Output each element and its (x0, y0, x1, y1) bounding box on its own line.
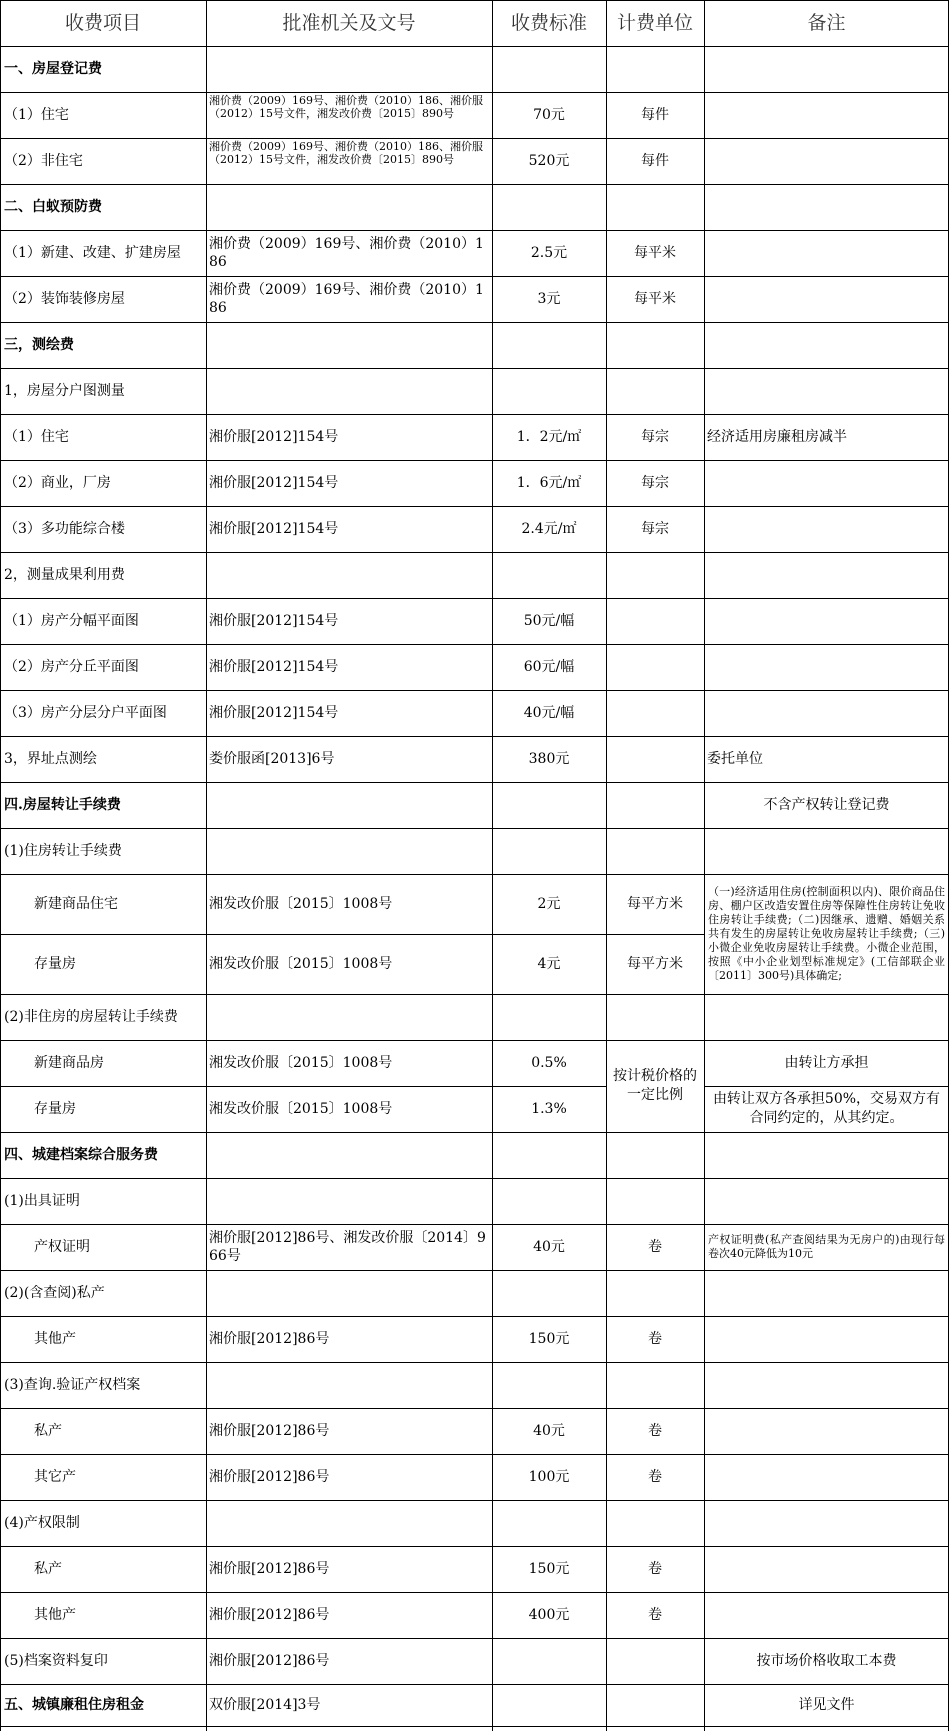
row-authority (206, 552, 492, 598)
row-standard: 1.3% (531, 1100, 567, 1117)
header-standard: 收费标准 (510, 11, 587, 34)
row-authority: 湘价服[2012]86号 (209, 1422, 330, 1439)
row-standard: 520元 (528, 152, 570, 169)
grid-vline (206, 0, 207, 1731)
row-unit (606, 1178, 704, 1224)
grid-hline (0, 138, 949, 139)
grid-hline (0, 1086, 606, 1087)
row-authority: 湘价服[2012]154号 (209, 658, 339, 675)
grid-hline (0, 1408, 949, 1409)
row-standard: 2元 (537, 895, 561, 912)
row-authority: 湘价服[2012]154号 (209, 520, 339, 537)
grid-hline (0, 1040, 949, 1041)
row-item: （3）多功能综合楼 (4, 520, 125, 537)
row-item: （3）房产分层分户平面图 (4, 704, 167, 721)
row-note: 详见文件 (798, 1696, 855, 1713)
grid-hline (0, 276, 949, 277)
row-note (704, 1178, 949, 1224)
row-authority: 湘价服[2012]86号 (209, 1330, 330, 1347)
row-authority: 湘价服[2012]86号 (209, 1652, 330, 1669)
grid-hline (0, 690, 949, 691)
row-unit (606, 184, 704, 230)
row-standard (492, 1684, 606, 1726)
grid-hline (0, 1546, 949, 1547)
row-note (704, 644, 949, 690)
grid-hline (0, 1454, 949, 1455)
row-authority (206, 322, 492, 368)
row-standard (492, 1132, 606, 1178)
row-authority: 湘发改价服〔2015〕1008号 (209, 955, 393, 972)
grid-hline (0, 1132, 949, 1133)
row-standard: 150元 (528, 1560, 570, 1577)
row-standard: 60元/幅 (523, 658, 575, 675)
row-standard (492, 828, 606, 874)
row-unit: 卷 (648, 1468, 662, 1485)
row-unit (606, 552, 704, 598)
grid-hline (0, 460, 949, 461)
nonresidential-unit: 按计税价格的一定比例 (613, 1068, 697, 1103)
row-standard (492, 1270, 606, 1316)
row-item: （1）住宅 (4, 106, 69, 123)
row-item: (1)住房转让手续费 (4, 842, 122, 859)
row-unit: 每平米 (634, 290, 676, 307)
row-item: 存量房 (34, 1100, 76, 1117)
row-item: 一、房屋登记费 (4, 60, 102, 77)
row-unit: 每件 (641, 106, 669, 123)
row-note (704, 1408, 949, 1454)
row-note (704, 276, 949, 322)
grid-hline (0, 230, 949, 231)
row-authority (206, 994, 492, 1040)
row-standard (492, 1500, 606, 1546)
row-authority: 湘价服[2012]154号 (209, 612, 339, 629)
row-unit (606, 1684, 704, 1726)
row-item: (4)产权限制 (4, 1514, 80, 1531)
row-item: (5)档案资料复印 (4, 1652, 108, 1669)
row-standard (492, 368, 606, 414)
row-standard: 4元 (537, 955, 561, 972)
row-note (704, 230, 949, 276)
row-standard: 1．6元/㎡ (516, 474, 582, 491)
row-note (704, 1500, 949, 1546)
row-unit: 卷 (648, 1238, 662, 1255)
row-authority: 娄价服函[2013]6号 (209, 750, 335, 767)
row-unit (606, 828, 704, 874)
row-unit (606, 46, 704, 92)
row-authority: 湘价服[2012]154号 (209, 474, 339, 491)
grid-hline (0, 874, 949, 875)
row-item: （1）新建、改建、扩建房屋 (4, 244, 181, 261)
grid-hline (0, 1316, 949, 1317)
grid-hline (0, 1638, 949, 1639)
row-authority (206, 828, 492, 874)
grid-hline (704, 1086, 949, 1087)
row-unit: 卷 (648, 1606, 662, 1623)
row-item: 新建商品住宅 (34, 895, 118, 912)
row-standard: 40元 (533, 1238, 565, 1255)
row-note (704, 690, 949, 736)
row-standard: 70元 (533, 106, 565, 123)
grid-vline (0, 0, 1, 1731)
row-standard (492, 1638, 606, 1684)
row-unit (606, 368, 704, 414)
row-standard: 50元/幅 (523, 612, 575, 629)
row-unit (606, 1362, 704, 1408)
row-standard (492, 994, 606, 1040)
row-item: 四、城建档案综合服务费 (4, 1146, 158, 1163)
row-standard: 40元 (533, 1422, 565, 1439)
grid-hline (0, 1684, 949, 1685)
row-note (704, 1316, 949, 1362)
row-item: 2，测量成果利用费 (4, 566, 125, 583)
row-note (704, 1362, 949, 1408)
grid-hline (0, 934, 704, 935)
grid-hline (0, 322, 949, 323)
grid-hline (0, 1270, 949, 1271)
row-note (704, 92, 949, 138)
row-authority: 湘价服[2012]86号 (209, 1468, 330, 1485)
row-unit: 每宗 (641, 428, 669, 445)
grid-hline (0, 994, 949, 995)
grid-hline (0, 598, 949, 599)
row-note: 由转让方承担 (784, 1054, 869, 1071)
row-note (704, 322, 949, 368)
row-note: 按市场价格收取工本费 (756, 1652, 897, 1669)
row-item: 新建商品房 (34, 1054, 104, 1071)
row-standard (492, 184, 606, 230)
row-note (704, 184, 949, 230)
grid-hline (0, 368, 949, 369)
grid-hline (0, 644, 949, 645)
row-note (704, 460, 949, 506)
row-item: 其它产 (34, 1468, 76, 1485)
row-unit (606, 598, 704, 644)
row-authority: 湘价费（2009）169号、湘价费（2010）186、湘价服（2012）15号文件，湘发改价费〔2015〕890号 (209, 140, 483, 166)
row-authority: 湘发改价服〔2015〕1008号 (209, 1054, 393, 1071)
row-item: 三，测绘费 (4, 336, 74, 353)
row-item: 其他产 (34, 1606, 76, 1623)
header-authority: 批准机关及文号 (282, 11, 416, 34)
row-unit: 每平方米 (627, 955, 683, 972)
row-note: 产权证明费(私产查阅结果为无房户的)由现行每卷次40元降低为10元 (708, 1233, 945, 1260)
row-item: 四.房屋转让手续费 (4, 796, 121, 813)
row-item: 产权证明 (34, 1238, 90, 1255)
row-item: (2)(含查阅)私产 (4, 1284, 105, 1301)
row-unit: 卷 (648, 1422, 662, 1439)
row-note (704, 828, 949, 874)
row-item: 私产 (34, 1560, 62, 1577)
row-item: 二、白蚁预防费 (4, 198, 102, 215)
row-unit (606, 690, 704, 736)
row-item: （2）房产分丘平面图 (4, 658, 139, 675)
row-standard (492, 322, 606, 368)
row-standard: 40元/幅 (523, 704, 575, 721)
row-unit (606, 1132, 704, 1178)
row-unit: 每件 (641, 152, 669, 169)
row-authority: 湘价费（2009）169号、湘价费（2010）186 (209, 236, 484, 270)
grid-hline (0, 1362, 949, 1363)
row-note (704, 994, 949, 1040)
grid-hline (0, 1500, 949, 1501)
row-note (704, 138, 949, 184)
row-unit (606, 994, 704, 1040)
row-item: (3)查询.验证产权档案 (4, 1376, 141, 1393)
grid-hline (0, 1178, 949, 1179)
row-item: 3，界址点测绘 (4, 750, 97, 767)
row-authority: 湘价服[2012]154号 (209, 428, 339, 445)
grid-hline (0, 1726, 949, 1727)
row-authority: 双价服[2014]3号 (209, 1696, 321, 1713)
row-item: （2）非住宅 (4, 152, 83, 169)
row-unit (606, 1500, 704, 1546)
row-authority: 湘价费（2009）169号、湘价费（2010）186 (209, 282, 484, 316)
row-authority (206, 46, 492, 92)
grid-vline (492, 0, 493, 1731)
row-note (704, 552, 949, 598)
row-item: （1）房产分幅平面图 (4, 612, 139, 629)
row-note (704, 1546, 949, 1592)
row-item: （2）商业，厂房 (4, 474, 111, 491)
grid-vline (606, 0, 607, 1731)
row-item: 五、城镇廉租住房租金 (4, 1696, 144, 1713)
row-authority (206, 1132, 492, 1178)
row-authority: 湘价服[2012]86号、湘发改价服〔2014〕966号 (209, 1230, 486, 1264)
row-item: 存量房 (34, 955, 76, 972)
row-note: 经济适用房廉租房减半 (707, 428, 847, 445)
row-authority (206, 1362, 492, 1408)
row-standard: 2.4元/㎡ (521, 520, 577, 537)
row-note: 由转让双方各承担50%，交易双方有合同约定的，从其约定。 (712, 1091, 941, 1126)
row-standard: 100元 (528, 1468, 570, 1485)
grid-hline (0, 0, 949, 1)
row-authority: 湘价服[2012]86号 (209, 1560, 330, 1577)
row-authority (206, 368, 492, 414)
row-authority: 湘价服[2012]86号 (209, 1606, 330, 1623)
header-unit: 计费单位 (616, 11, 693, 34)
row-item: (2)非住房的房屋转让手续费 (4, 1008, 178, 1025)
row-note (704, 1454, 949, 1500)
row-note (704, 1270, 949, 1316)
row-authority: 湘发改价服〔2015〕1008号 (209, 895, 393, 912)
row-item: 1，房屋分户图测量 (4, 382, 125, 399)
row-standard: 150元 (528, 1330, 570, 1347)
row-authority (206, 1178, 492, 1224)
row-authority (206, 782, 492, 828)
row-unit: 每宗 (641, 474, 669, 491)
grid-hline (0, 828, 949, 829)
row-note (704, 46, 949, 92)
row-note: 委托单位 (707, 750, 763, 767)
row-standard (492, 782, 606, 828)
row-unit: 卷 (648, 1560, 662, 1577)
row-unit: 卷 (648, 1330, 662, 1347)
row-unit (606, 1270, 704, 1316)
header-note: 备注 (807, 11, 846, 34)
row-standard: 2.5元 (530, 244, 568, 261)
grid-hline (0, 1592, 949, 1593)
row-standard (492, 552, 606, 598)
housing-transfer-note: （一)经济适用住房(控制面积以内)、限价商品住房、棚户区改造安置住房等保障性住房转让免收住房转让手续费;（二)因继承、遗赠、婚姻关系共有发生的房屋转让免收房屋转让手续费;（三)小微企业免收房屋转让手续费。小微企业范围，按照《中小企业划型标准规定》(工信部联企业〔2011〕300号)具体确定; (708, 885, 945, 982)
row-unit (606, 1638, 704, 1684)
row-unit: 每宗 (641, 520, 669, 537)
row-unit (606, 782, 704, 828)
row-note (704, 598, 949, 644)
row-note: 不含产权转让登记费 (763, 796, 890, 813)
row-note (704, 1592, 949, 1638)
grid-hline (0, 782, 949, 783)
row-standard: 400元 (528, 1606, 570, 1623)
grid-vline (704, 0, 705, 1731)
row-authority (206, 1500, 492, 1546)
row-note (704, 506, 949, 552)
row-item: 私产 (34, 1422, 62, 1439)
row-note (704, 368, 949, 414)
grid-hline (0, 552, 949, 553)
grid-hline (0, 506, 949, 507)
row-standard: 380元 (528, 750, 570, 767)
grid-hline (0, 46, 949, 47)
row-authority (206, 184, 492, 230)
grid-hline (0, 736, 949, 737)
row-unit: 每平米 (634, 244, 676, 261)
grid-hline (0, 414, 949, 415)
row-item: (1)出具证明 (4, 1192, 80, 1209)
grid-hline (0, 92, 949, 93)
row-authority: 湘发改价服〔2015〕1008号 (209, 1100, 393, 1117)
row-unit (606, 644, 704, 690)
row-standard: 0.5% (531, 1054, 567, 1071)
grid-hline (0, 1224, 949, 1225)
row-unit: 每平方米 (627, 895, 683, 912)
row-unit (606, 736, 704, 782)
row-standard (492, 46, 606, 92)
row-unit (606, 322, 704, 368)
row-standard (492, 1362, 606, 1408)
row-standard: 1．2元/㎡ (516, 428, 582, 445)
header-item: 收费项目 (64, 11, 141, 34)
row-note (704, 1132, 949, 1178)
row-item: （2）装饰装修房屋 (4, 290, 125, 307)
grid-hline (0, 184, 949, 185)
row-item: 其他产 (34, 1330, 76, 1347)
row-authority: 湘价费（2009）169号、湘价费（2010）186、湘价服（2012）15号文件，湘发改价费〔2015〕890号 (209, 94, 483, 120)
row-authority: 湘价服[2012]154号 (209, 704, 339, 721)
row-standard: 3元 (537, 290, 561, 307)
row-item: （1）住宅 (4, 428, 69, 445)
row-authority (206, 1270, 492, 1316)
row-standard (492, 1178, 606, 1224)
